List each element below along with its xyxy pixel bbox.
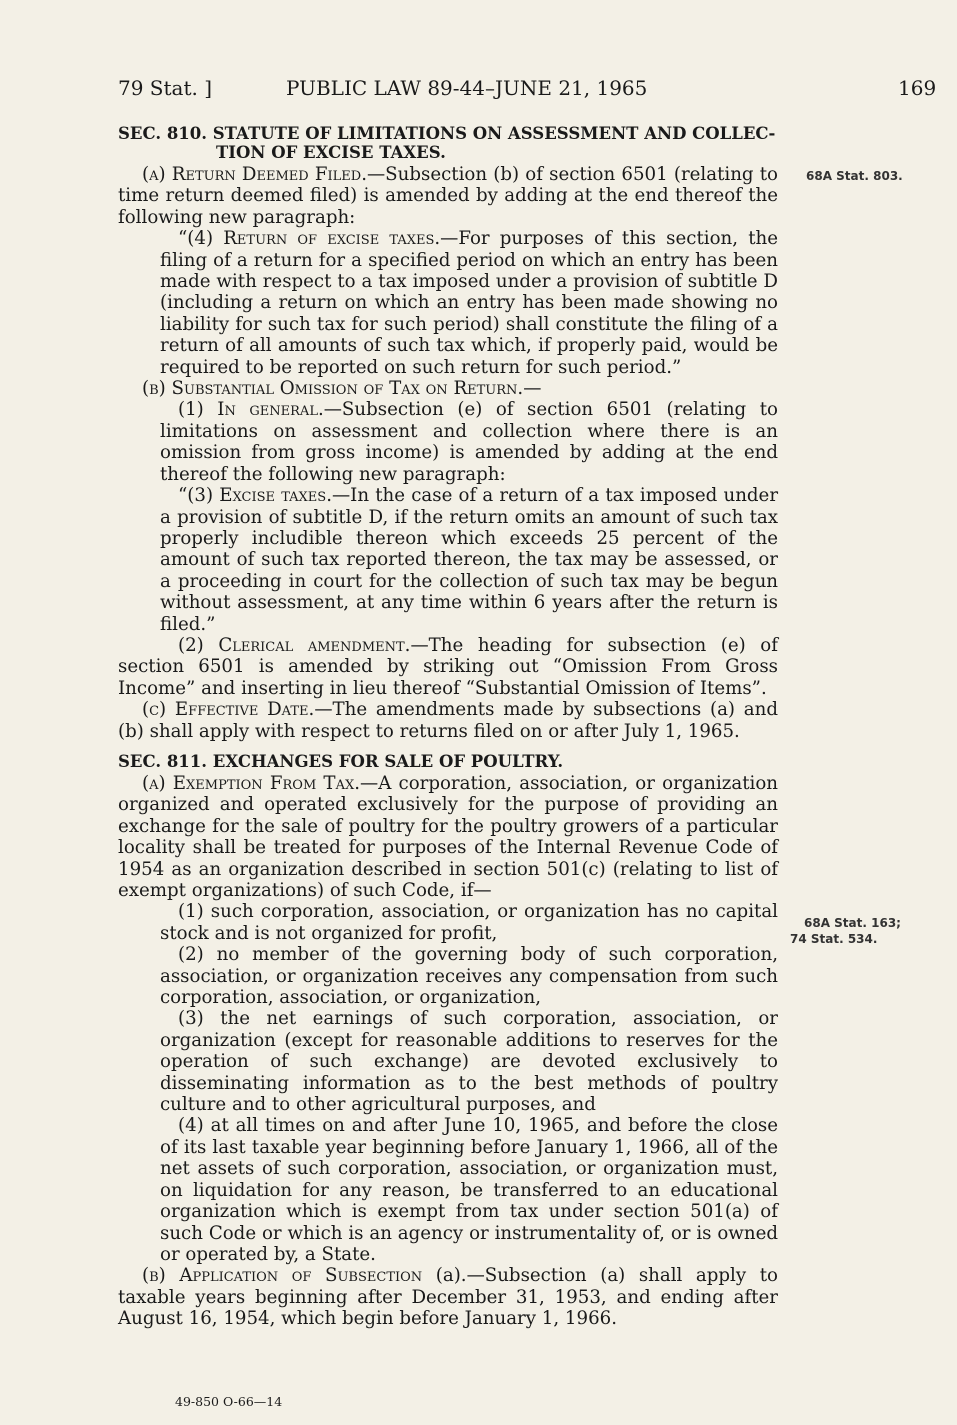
footer-code: 49-850 O-66—14 (175, 1394, 283, 1409)
sec811-subsection-a (118, 773, 778, 901)
section-810-title (118, 124, 778, 162)
sec810-b2-text: —The heading for subsection (e) of section 6501 is amended by striking out “Omission From Gross Income” and inserting in lieu thereof “Substantial Omission of Items”. (118, 634, 778, 699)
sec810-b2-heading: (2) Clerical amendment. (178, 634, 411, 656)
sec811-para-2: (2) no member of the governing body of such corporation, association, or organization receives any compensation from such corporation, association, or organization, (160, 944, 778, 1009)
sec810-b-heading: (b) Substantial Omission of Tax on Return.— (142, 378, 542, 400)
sec811-a-heading: (a) Exemption From Tax. (142, 772, 360, 794)
sec810-b-para-3 (118, 485, 778, 635)
sec811-para-3: (3) the net earnings of such corporation, association, or organization (except for reasonable additions to reserves for the operation of such exchange) are devoted exclusively to disseminating information as to the best methods of poultry culture and to other agricultural purposes, and (160, 1008, 778, 1116)
sec810-b-para-2 (118, 635, 778, 699)
sec810-b3-text: —In the case of a return of a tax imposed under a provision of subtitle D, if the return omits an amount of such tax properly includible thereon which exceeds 25 percent of the amount of such tax reported thereon, the tax may be assessed, or a proceeding in court for the collection of such tax may be begun without assessment, at any time within 6 years after the return is filed.” (160, 485, 779, 635)
sec810-a-text: —Subsection (b) of section 6501 (relating to time return deemed filed) is amended by adding at the end thereof the following new paragraph: (118, 164, 778, 228)
sec810-c-heading: (c) Effective Date. (142, 699, 315, 721)
sec810-a-heading: (a) Return Deemed Filed. (142, 164, 367, 185)
sec811-b-text: (a).—Subsection (a) shall apply to taxable years beginning after December 31, 1953, and ending after August 16, 1954, which begin before January 1, 1966. (118, 1265, 778, 1330)
sec810-b1-text: —Subsection (e) of section 6501 (relating to limitations on assessment and collection where there is an omission from gross income) is amended by adding at the end thereof the following new paragraph: (160, 399, 778, 485)
sec810-subsection-b (118, 378, 778, 399)
sec810-a4-text: —For purposes of this section, the filing of a return for a specified period on which an entry has been made with respect to a tax imposed under a provision of subtitle D (including a return on which an entry has been made showing no liability for such tax for such period) shall constitute the filing of a return of all amounts of such tax which, if properly paid, would be required to be reported on such return for such period.” (160, 228, 778, 378)
page-number: 169 (898, 76, 937, 100)
sec810-b3-heading: “(3) Excise taxes. (178, 485, 332, 507)
sec810-subsection-a (118, 164, 778, 228)
sec810-b-para-1 (118, 399, 778, 485)
sec811-b-heading: (b) Application of Subsection (142, 1265, 423, 1287)
sec810-subsection-c (118, 699, 778, 742)
section-811-title: SEC. 811. EXCHANGES FOR SALE OF POULTRY. (118, 751, 564, 771)
margin-note-2b: 74 Stat. 534. (790, 932, 878, 946)
sec810-a4-heading: “(4) Return of excise taxes. (178, 228, 441, 250)
section-810-title-line1: SEC. 810. STATUTE OF LIMITATIONS ON ASSESSMENT AND COLLEC- (118, 124, 776, 143)
sec810-b1-heading: (1) In general. (178, 399, 324, 421)
section-810-title-line2: TION OF EXCISE TAXES. (216, 143, 446, 162)
sec811-para-1: (1) such corporation, association, or organization has no capital stock and is not organized for profit, (160, 901, 778, 944)
sec810-c-text: —The amendments made by subsections (a) and (b) shall apply with respect to returns filed on or after July 1, 1965. (118, 699, 778, 742)
sec811-subsection-b (118, 1265, 778, 1329)
sec810-a-para-4 (118, 228, 778, 378)
sec811-a-text: —A corporation, association, or organization organized and operated exclusively for the purpose of providing an exchange for the sale of poultry for the poultry growers of a particular locality shall be treated for purposes of the Internal Revenue Code of 1954 as an organization described in section 501(c) (relating to list of exempt organizations) of such Code, if— (118, 772, 778, 901)
document-body (118, 124, 778, 1330)
margin-note-2a: 68A Stat. 163; (804, 916, 901, 930)
header-volume: 79 Stat. ] (118, 76, 213, 100)
header-title: PUBLIC LAW 89-44–JUNE 21, 1965 (286, 76, 648, 100)
sec811-para-4: (4) at all times on and after June 10, 1965, and before the close of its last taxable year beginning before January 1, 1966, all of the net assets of such corporation, association, or organization must, on liquidation for any reason, be transferred to an educational organization which is exempt from tax under section 501(a) of such Code or which is an agency or instrumentality of, or is owned or operated by, a State. (160, 1115, 778, 1265)
margin-note-1: 68A Stat. 803. (806, 169, 903, 183)
